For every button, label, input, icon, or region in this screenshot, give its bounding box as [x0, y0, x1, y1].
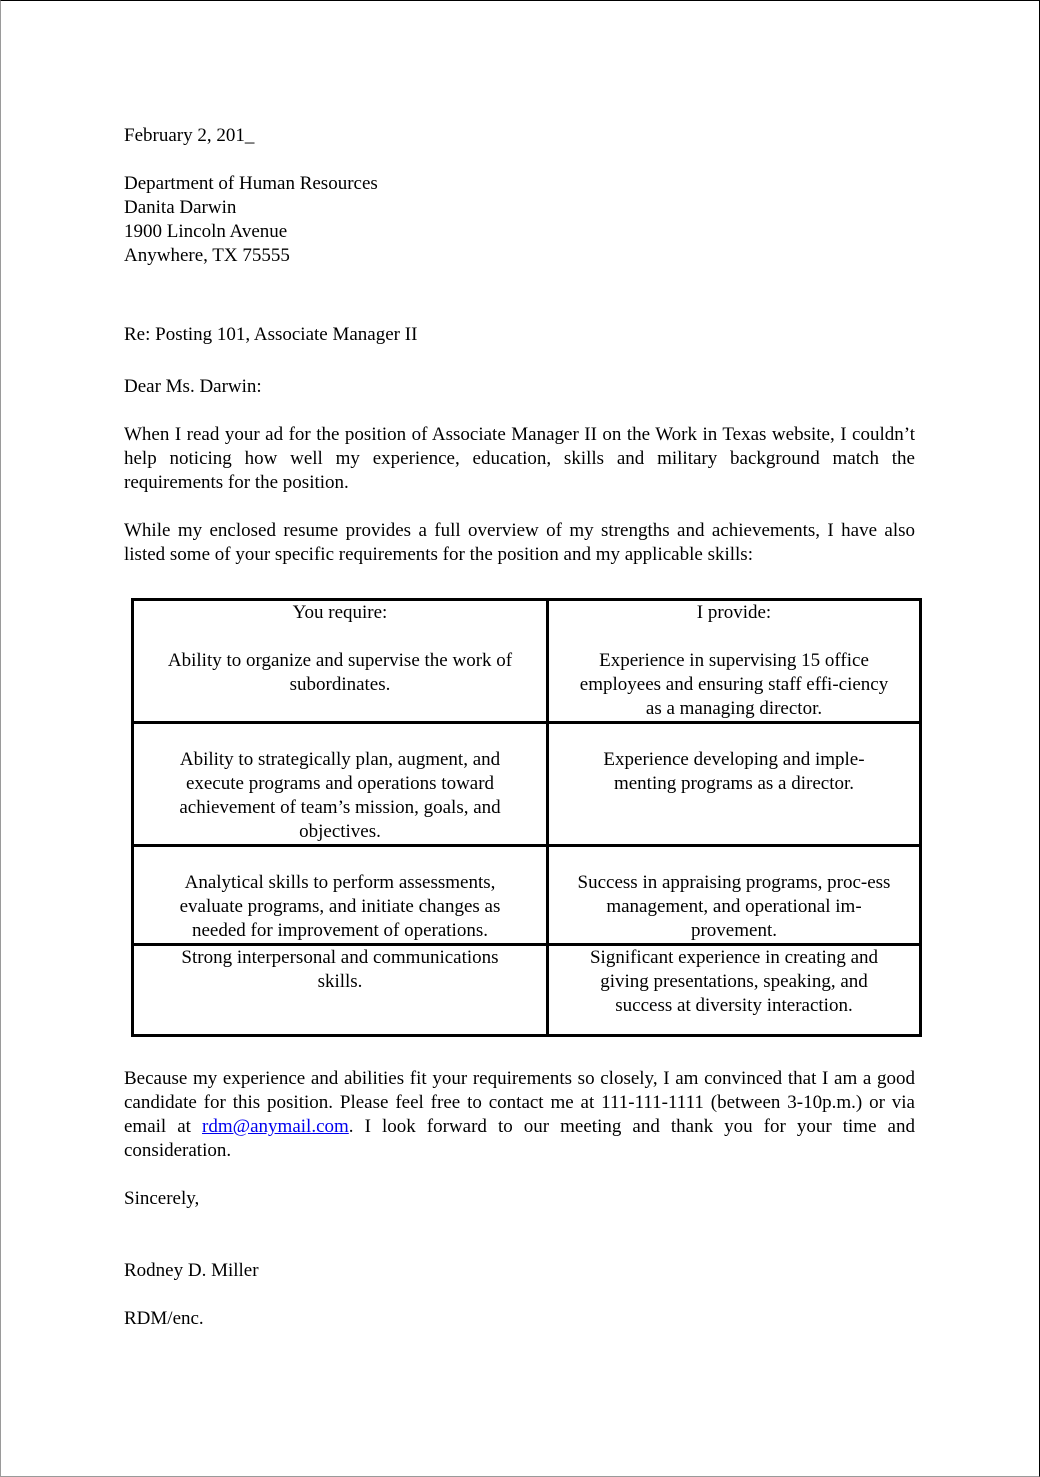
- recipient-department: Department of Human Resources: [124, 173, 378, 194]
- signoff: Sincerely,: [124, 1188, 200, 1209]
- recipient-street: 1900 Lincoln Avenue: [124, 221, 288, 242]
- paragraph-closing: Because my experience and abilities fit your requirements so closely, I am convinced that I am a good candidate for this position. Please feel free to contact me at 111-111-1111 (between 3-10p.m.) or via email at rdm@anymail.com. I look forward to our meeting and thank you for your time and consideration.: [124, 1068, 915, 1161]
- requirements-table: [131, 598, 922, 1037]
- letter-date: February 2, 201_: [124, 125, 255, 146]
- paragraph-intro: When I read your ad for the position of Associate Manager II on the Work in Texas website, I couldn’t help noticing how well my experience, education, skills and military background match the requirements for the position.: [124, 424, 915, 493]
- table-row: [133, 846, 921, 945]
- provide-header: I provide:: [696, 602, 772, 623]
- recipient-address: [124, 172, 915, 268]
- signature-name: Rodney D. Miller: [124, 1260, 259, 1281]
- table-row: [133, 723, 921, 846]
- recipient-city: Anywhere, TX 75555: [124, 245, 290, 266]
- require-cell: Strong interpersonal and communications skills.: [133, 945, 548, 1036]
- enclosure-note: RDM/enc.: [124, 1308, 204, 1329]
- require-cell: Ability to strategically plan, augment, and execute programs and operations toward achievement of team’s mission, goals, and objectives.: [133, 723, 548, 846]
- salutation: Dear Ms. Darwin:: [124, 376, 262, 397]
- require-cell: Analytical skills to perform assessments, evaluate programs, and initiate changes as needed for improvement of operations.: [133, 846, 548, 945]
- table-row: [133, 600, 921, 723]
- provide-cell: I provide: Experience in supervising 15 office employees and ensuring staff effi-ciency as a managing director.: [548, 600, 921, 723]
- require-header: You require:: [292, 602, 388, 623]
- paragraph-overview: While my enclosed resume provides a full overview of my strengths and achievements, I have also listed some of your specific requirements for the position and my applicable skills:: [124, 520, 915, 565]
- provide-cell: Experience developing and imple-menting programs as a director.: [548, 723, 921, 846]
- subject-line: Re: Posting 101, Associate Manager II: [124, 324, 418, 345]
- provide-cell: Success in appraising programs, proc-ess management, and operational im-provement.: [548, 846, 921, 945]
- provide-cell: Significant experience in creating and giving presentations, speaking, and success at diversity interaction.: [548, 945, 921, 1036]
- recipient-name: Danita Darwin: [124, 197, 237, 218]
- email-link[interactable]: rdm@anymail.com: [202, 1116, 349, 1137]
- require-cell: You require: Ability to organize and supervise the work of subordinates.: [133, 600, 548, 723]
- table-row: [133, 945, 921, 1036]
